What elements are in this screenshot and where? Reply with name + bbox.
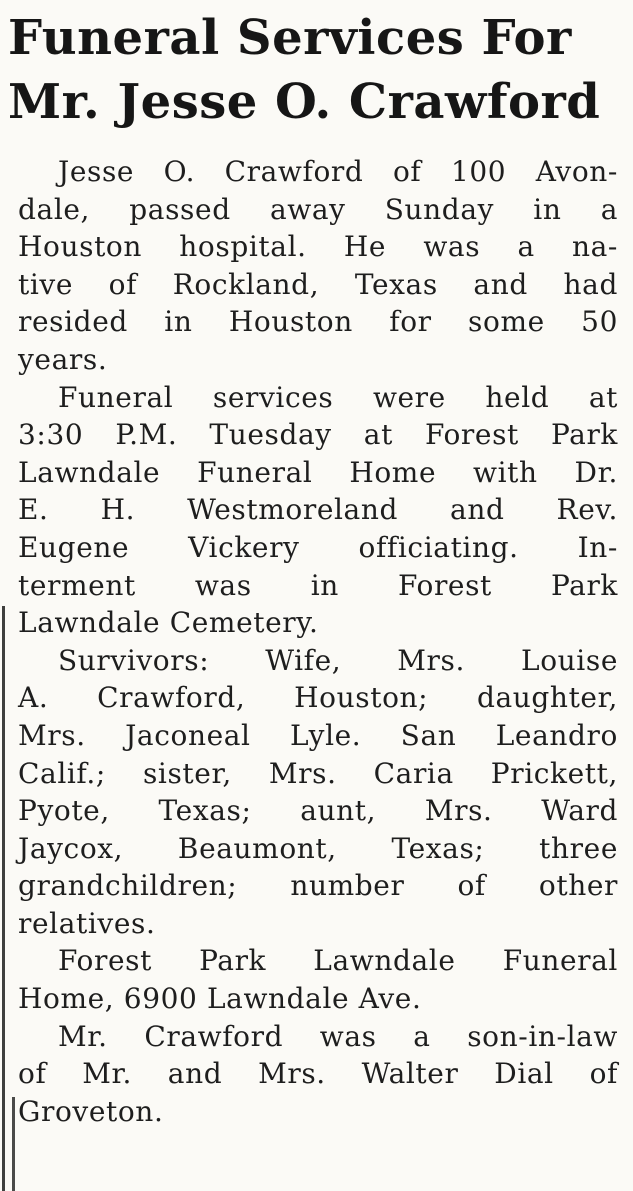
text-line: A. Crawford, Houston; daughter,: [18, 681, 618, 715]
text-line: tive of Rockland, Texas and had: [18, 267, 618, 301]
text-line: years.: [18, 342, 108, 376]
column-rule: [2, 606, 5, 1191]
text-line: Home, 6900 Lawndale Ave.: [18, 982, 422, 1016]
text-line: terment was in Forest Park: [18, 568, 618, 602]
text-line: Lawndale Funeral Home with Dr.: [18, 455, 618, 489]
text-line: Mr. Crawford was a son-in-law: [58, 1019, 618, 1053]
headline: [8, 6, 628, 134]
text-line: Survivors: Wife, Mrs. Louise: [58, 643, 618, 677]
text-line: Jaycox, Beaumont, Texas; three: [18, 831, 618, 865]
text-line: Jesse O. Crawford of 100 Avon-: [58, 155, 618, 188]
text-line: Mrs. Jaconeal Lyle. San Leandro: [18, 718, 618, 752]
text-line: of Mr. and Mrs. Walter Dial of: [18, 1057, 618, 1091]
text-line: dale, passed away Sunday in a: [18, 192, 618, 226]
headline-line-1: Funeral Services For: [8, 10, 572, 66]
paragraph-funeral-home: [18, 942, 618, 1017]
text-line: resided in Houston for some 50: [18, 305, 618, 339]
article-body: [18, 153, 618, 1130]
text-line: E. H. Westmoreland and Rev.: [18, 493, 618, 527]
text-line: Forest Park Lawndale Funeral: [58, 944, 618, 978]
text-line: Lawndale Cemetery.: [18, 606, 319, 640]
paragraph-services: [18, 379, 618, 642]
text-line: 3:30 P.M. Tuesday at Forest Park: [18, 418, 618, 452]
text-line: relatives.: [18, 906, 156, 940]
text-line: grandchildren; number of other: [18, 869, 618, 903]
headline-line-2: Mr. Jesse O. Crawford: [8, 74, 601, 130]
paragraph-survivors: [18, 642, 618, 943]
paragraph-death-notice: [18, 153, 618, 379]
text-line: Houston hospital. He was a na-: [18, 230, 618, 264]
text-line: Calif.; sister, Mrs. Caria Prickett,: [18, 756, 618, 790]
text-line: Funeral services were held at: [58, 380, 618, 414]
paragraph-family: [18, 1018, 618, 1131]
text-line: Eugene Vickery officiating. In-: [18, 530, 618, 564]
text-line: Pyote, Texas; aunt, Mrs. Ward: [18, 794, 618, 828]
column-rule: [12, 1097, 15, 1191]
text-line: Groveton.: [18, 1094, 164, 1128]
